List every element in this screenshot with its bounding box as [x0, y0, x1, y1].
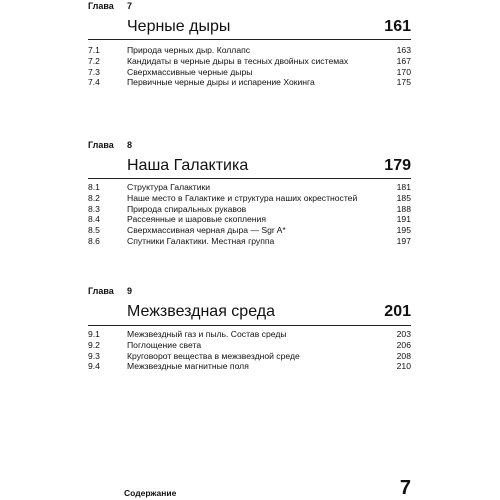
- chapter-title[interactable]: Наша Галактика: [127, 157, 249, 174]
- chapter-8: [0, 140, 500, 270]
- section-title: Поглощение света: [127, 339, 202, 350]
- chapter-label: Глава: [88, 140, 114, 150]
- chapter-label: Глава: [88, 286, 114, 296]
- chapter-9: [0, 286, 500, 386]
- chapter-title[interactable]: Межзвездная среда: [127, 303, 275, 320]
- toc-entry[interactable]: [88, 214, 411, 225]
- section-page: 163: [396, 45, 411, 55]
- section-page: 188: [396, 203, 411, 214]
- chapter-7: [0, 1, 500, 111]
- toc-entry[interactable]: [88, 340, 411, 351]
- section-number: 8.6: [88, 235, 100, 246]
- section-number: 9.3: [88, 350, 100, 361]
- toc-entry[interactable]: [88, 56, 411, 67]
- chapter-page[interactable]: 179: [384, 157, 411, 174]
- section-title: Сверхмассивные черные дыры: [127, 66, 253, 77]
- section-title: Рассеянные и шаровые скопления: [127, 214, 266, 225]
- section-title: Межзвездный газ и пыль. Состав среды: [127, 329, 287, 339]
- section-number: 8.3: [88, 203, 100, 214]
- section-list: [88, 182, 411, 247]
- chapter-divider: [88, 325, 411, 326]
- toc-entry[interactable]: [88, 329, 411, 340]
- section-title: Природа черных дыр. Коллапс: [127, 45, 251, 55]
- section-title: Кандидаты в черные дыры в тесных двойных системах: [127, 55, 349, 66]
- section-title: Наше место в Галактике и структура наших окрестностей: [127, 192, 358, 203]
- section-title: Круговорот вещества в межзвездной среде: [127, 350, 300, 361]
- chapter-label: Глава: [88, 1, 114, 11]
- chapter-divider: [88, 178, 411, 179]
- chapter-number: 8: [127, 140, 133, 150]
- section-title: Спутники Галактики. Местная группа: [127, 235, 275, 246]
- section-title: Межзвездные магнитные поля: [127, 361, 249, 372]
- chapter-number: 9: [127, 286, 133, 296]
- running-footer-label: Содержание: [124, 488, 177, 498]
- toc-entry[interactable]: [88, 361, 411, 372]
- section-page: 210: [396, 361, 411, 372]
- section-number: 9.2: [88, 339, 100, 350]
- toc-entry[interactable]: [88, 225, 411, 236]
- page-number: 7: [399, 477, 411, 499]
- section-page: 191: [396, 214, 411, 225]
- section-title: Сверхмассивная черная дыра — Sgr A*: [127, 225, 286, 236]
- section-page: 175: [396, 77, 411, 88]
- toc-entry[interactable]: [88, 67, 411, 78]
- section-title: Структура Галактики: [127, 182, 211, 192]
- section-title: Природа спиральных рукавов: [127, 203, 247, 214]
- section-page: 181: [396, 182, 411, 192]
- section-page: 170: [396, 66, 411, 77]
- toc-entry[interactable]: [88, 236, 411, 247]
- section-number: 8.5: [88, 225, 100, 236]
- chapter-page[interactable]: 161: [384, 18, 411, 35]
- toc-entry[interactable]: [88, 351, 411, 362]
- section-title: Первичные черные дыры и испарение Хокинга: [127, 77, 315, 88]
- section-list: [88, 45, 411, 88]
- section-page: 195: [396, 225, 411, 236]
- toc-entry[interactable]: [88, 45, 411, 56]
- chapter-page[interactable]: 201: [384, 303, 411, 320]
- section-number: 7.2: [88, 55, 100, 66]
- section-number: 8.4: [88, 214, 100, 225]
- section-page: 185: [396, 192, 411, 203]
- section-page: 167: [396, 55, 411, 66]
- toc-entry[interactable]: [88, 77, 411, 88]
- section-number: 9.1: [88, 329, 100, 339]
- section-number: 8.1: [88, 182, 100, 192]
- section-page: 197: [396, 235, 411, 246]
- section-list: [88, 329, 411, 372]
- section-number: 7.3: [88, 66, 100, 77]
- section-number: 7.4: [88, 77, 100, 88]
- section-page: 203: [396, 329, 411, 339]
- section-number: 9.4: [88, 361, 100, 372]
- toc-entry[interactable]: [88, 204, 411, 215]
- chapter-title[interactable]: Черные дыры: [127, 18, 231, 35]
- section-page: 206: [396, 339, 411, 350]
- section-page: 208: [396, 350, 411, 361]
- section-number: 7.1: [88, 45, 100, 55]
- chapter-number: 7: [127, 1, 133, 11]
- section-number: 8.2: [88, 192, 100, 203]
- toc-entry[interactable]: [88, 182, 411, 193]
- chapter-divider: [88, 39, 411, 40]
- toc-entry[interactable]: [88, 193, 411, 204]
